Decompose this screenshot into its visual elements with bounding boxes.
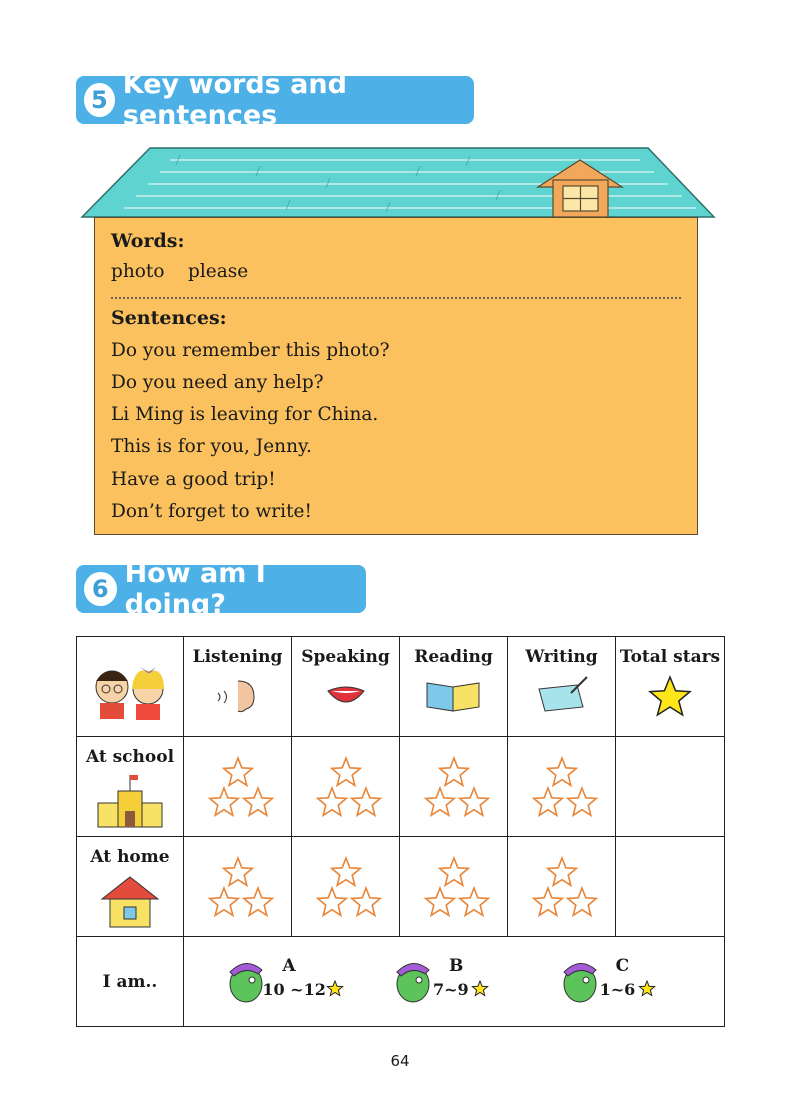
grade-b	[389, 952, 519, 1012]
rating-stars-icon[interactable]	[512, 837, 612, 933]
dinosaur-icon	[389, 954, 435, 1010]
school-total-cell[interactable]	[616, 737, 725, 837]
home-speaking-stars[interactable]	[292, 837, 400, 937]
grade-a-letter: A	[282, 955, 296, 976]
sentence-1: Do you remember this photo?	[111, 340, 390, 361]
school-reading-stars[interactable]	[400, 737, 508, 837]
home-reading-stars[interactable]	[400, 837, 508, 937]
star-icon	[471, 980, 489, 998]
grade-b-letter: B	[448, 955, 464, 976]
notebook-icon	[527, 673, 597, 717]
house-icon	[90, 871, 170, 931]
listening-label: Listening	[192, 647, 283, 667]
rating-stars-icon[interactable]	[512, 737, 612, 833]
star-icon	[638, 980, 656, 998]
roof-illustration	[0, 0, 800, 240]
section-6-number: 6	[84, 572, 117, 606]
rating-stars-icon[interactable]	[404, 837, 504, 933]
section-5-number: 5	[84, 83, 115, 117]
school-writing-stars[interactable]	[508, 737, 616, 837]
rating-stars-icon[interactable]	[188, 737, 288, 833]
sentence-2: Do you need any help?	[111, 372, 324, 393]
section-5-title: Key words and sentences	[122, 69, 347, 131]
rating-stars-icon[interactable]	[188, 837, 288, 933]
grade-a	[222, 952, 352, 1012]
words-label: Words:	[111, 230, 185, 252]
row-at-home	[77, 837, 184, 937]
grade-b-range: 7~9	[432, 979, 469, 999]
words-list: photo please	[111, 261, 249, 282]
writing-label: Writing	[525, 647, 598, 667]
at-home-label: At home	[90, 847, 170, 867]
i-am-label: I am..	[102, 971, 158, 992]
rating-stars-icon[interactable]	[296, 737, 396, 833]
kids-picture-cell	[77, 637, 184, 737]
i-am-cell	[77, 937, 184, 1027]
grade-a-range: 10 ~12	[262, 979, 326, 999]
divider	[111, 297, 681, 299]
header-listening	[184, 637, 292, 737]
ear-icon	[208, 673, 268, 717]
sentence-4: This is for you, Jenny.	[111, 436, 312, 457]
reading-label: Reading	[414, 647, 493, 667]
grade-c	[556, 952, 686, 1012]
star-icon	[645, 673, 695, 717]
rating-stars-icon[interactable]	[404, 737, 504, 833]
header-speaking	[292, 637, 400, 737]
school-icon	[90, 771, 170, 831]
home-writing-stars[interactable]	[508, 837, 616, 937]
grade-c-range: 1~6	[599, 979, 636, 999]
sentence-6: Don’t forget to write!	[111, 501, 312, 522]
header-reading	[400, 637, 508, 737]
rating-stars-icon[interactable]	[296, 837, 396, 933]
total-stars-label: Total stars	[619, 647, 721, 667]
header-total-stars	[616, 637, 725, 737]
book-icon	[419, 673, 489, 717]
mouth-icon	[316, 673, 376, 717]
sentences-label: Sentences:	[111, 307, 227, 329]
school-speaking-stars[interactable]	[292, 737, 400, 837]
grades-cell	[184, 937, 725, 1027]
school-listening-stars[interactable]	[184, 737, 292, 837]
grade-c-letter: C	[615, 955, 630, 976]
dinosaur-icon	[556, 954, 602, 1010]
speaking-label: Speaking	[301, 647, 390, 667]
at-school-label: At school	[85, 747, 175, 767]
kids-icon	[80, 637, 180, 727]
home-total-cell[interactable]	[616, 837, 725, 937]
star-icon	[326, 980, 344, 998]
section-6-header	[76, 558, 366, 620]
sentence-3: Li Ming is leaving for China.	[111, 404, 379, 425]
row-at-school	[77, 737, 184, 837]
key-words-panel	[94, 217, 698, 535]
self-evaluation-table	[76, 636, 725, 1027]
page-number: 64	[390, 1052, 410, 1070]
sentence-5: Have a good trip!	[111, 469, 276, 490]
header-writing	[508, 637, 616, 737]
section-6-title: How am I doing?	[124, 558, 266, 620]
home-listening-stars[interactable]	[184, 837, 292, 937]
